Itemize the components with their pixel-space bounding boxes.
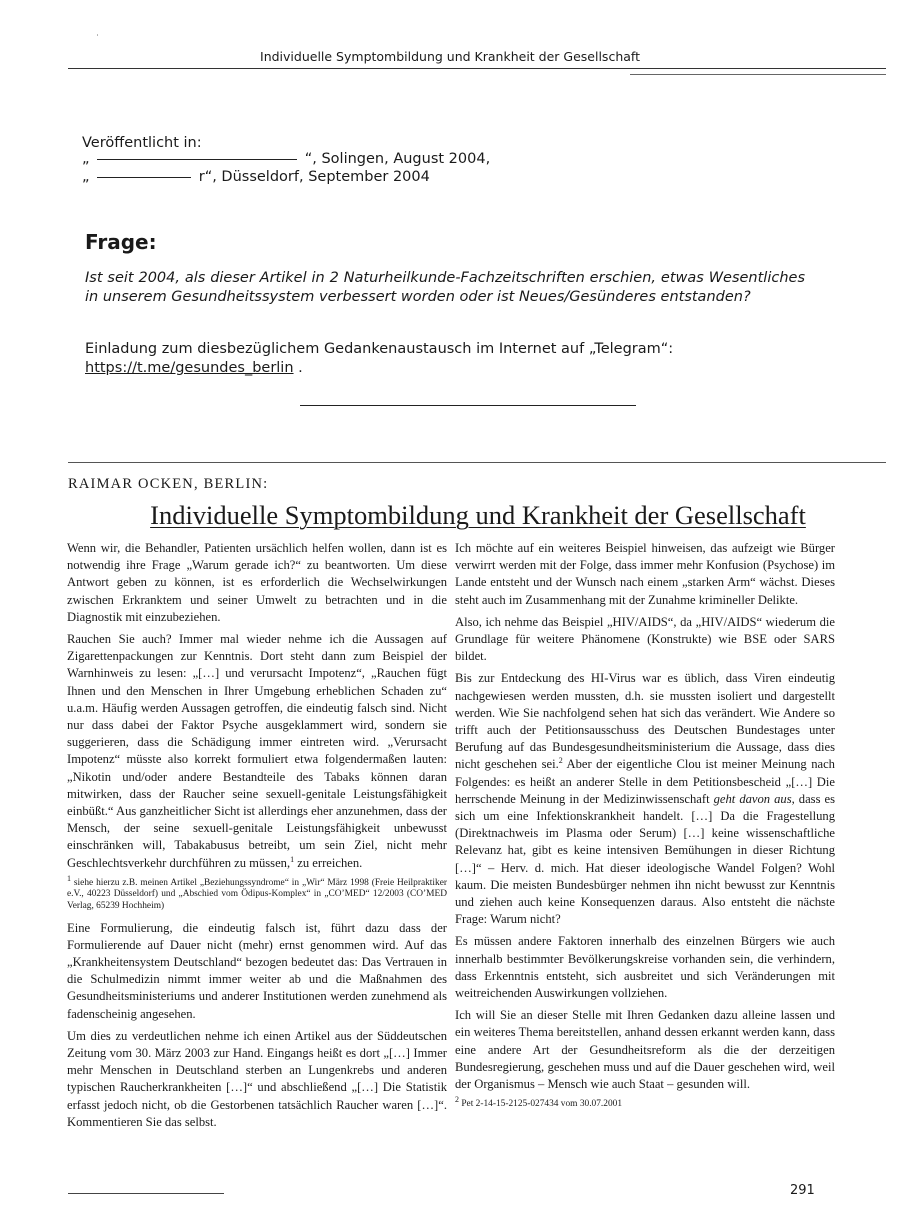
redacted-blank bbox=[97, 177, 191, 178]
running-head: Individuelle Symptombildung und Krankheit der Gesellschaft bbox=[260, 49, 640, 64]
redacted-blank bbox=[97, 159, 297, 160]
paragraph: Wenn wir, die Behandler, Patienten ursächlich helfen wollen, dann ist es notwendig ihre Frage „Warum gerade ich?“ zu beantworten. Um diese Antwort geben zu können, ist es erforderlich die Wechselwirkungen zwischen Erkranktem und seiner Umwelt zu betrachten und in die Diagnostik mit einzubeziehen. bbox=[67, 541, 447, 624]
emphasis: geht davon aus bbox=[713, 791, 792, 806]
article-author: RAIMAR OCKEN, BERLIN: bbox=[68, 476, 269, 492]
paragraph: Eine Formulierung, die eindeutig falsch ist, führt dazu dass der Formulierende auf Dauer nicht (mehr) ernst genommen wird. Auf das „Krankheitensystem Deutschland“ bezogen bedeutet das: Das Vertrauen in die Schulmedizin nimmt immer weiter ab und die Maßnahmen des Gesundheitsministeriums und anderer Institutionen werden zunehmend als fadenscheinig angesehen. bbox=[67, 920, 447, 1021]
separator-rule bbox=[300, 405, 636, 406]
footer-rule bbox=[68, 1193, 224, 1194]
paragraph: Es müssen andere Faktoren innerhalb des einzelnen Bürgers wie auch innerhalb bestimmter Bevölkerungskreise vorhanden sein, die verhindern, dass Erkenntnis entsteht, sich ausbreitet und sich Veränderungen mit weitreichenden Auswirkungen vollziehen. bbox=[455, 934, 835, 1001]
publication-line-2 bbox=[82, 169, 430, 185]
telegram-link[interactable]: https://t.me/gesundes_berlin bbox=[85, 360, 294, 376]
paragraph: Ich will Sie an dieser Stelle mit Ihren Gedanken dazu alleine lassen und ein weiteres Thema bereitstellen, anhand dessen erkannt werden kann, dass eine andere Art der Gesundheitsreform als die der derzeitigen Bundesregierung, geschehen muss und auf die Dauer geschehen wird, weil der Organismus – Mensch wie auch Staat – gesunden will. bbox=[455, 1008, 835, 1092]
paragraph: Rauchen Sie auch? Immer mal wieder nehme ich die Aussagen auf Zigarettenpackungen zur Kenntnis. Dort steht dann zum Beispiel der Warnhinweis zu lesen: „[…] und verursacht Impotenz“, „Rauchen fügt Ihnen und den Menschen in Ihrer Umgebung erheblichen Schaden zu“ u.a.m. Häufig werden Aussagen getroffen, die eindeutig falsch sind. Nicht nur dass dabei der Faktor Psyche ausgeklammert wird, sondern sie suggerieren, dass die Schädigung immer eintreten wird. „Verursacht Impotenz“ müsste also korrekt formuliert etwa folgendermaßen lauten: „Nikotin und/oder andere Bestandteile des Tabaks können daran mitwirken, dass der Raucher seine sexuell-genitale Leistungsfähigkeit einbüßt.“ Aus ganzheitlicher Sicht ist allerdings eher anzunehmen, dass der Mensch, der seine sexuell-genitale Leistungsfähigkeit unbewusst einschränken will, Tabakabusus betreibt, um sein Ziel, nicht mehr Geschlechtsverkehr durchführen zu müssen,$^1$ zu erreichen. bbox=[67, 632, 447, 870]
paragraph: Also, ich nehme das Beispiel „HIV/AIDS“, da „HIV/AIDS“ wiederum die Grundlage für weitere Phänomene (Konstrukte) wie BSE oder SARS bildet. bbox=[455, 614, 835, 664]
question-heading: Frage: bbox=[85, 230, 157, 254]
section-rule bbox=[68, 462, 886, 463]
footnote: $^1$ siehe hierzu z.B. meinen Artikel „Beziehungssyndrome“ in „Wir“ März 1998 (Freie Heilpraktiker e.V., 40223 Düsseldorf) und „Abschied vom Ödipus-Komplex“ in „CO’MED“ 12/2003 (CO’MED Verlag, 65239 Hochheim) bbox=[67, 873, 447, 912]
scan-speck: ˙ bbox=[96, 33, 99, 43]
footnote-ref: 2 bbox=[558, 756, 563, 766]
article-title: Individuelle Symptombildung und Krankheit der Gesellschaft bbox=[150, 500, 806, 530]
publication-line-1-suffix: “, Solingen, August 2004, bbox=[304, 151, 491, 167]
header-rule-secondary bbox=[630, 74, 886, 75]
footnote-marker: 1 bbox=[67, 873, 71, 883]
invitation-text: Einladung zum diesbezüglichem Gedankenaustausch im Internet auf „Telegram“: bbox=[85, 341, 674, 357]
publication-line-2-suffix: r“, Düsseldorf, September 2004 bbox=[198, 169, 430, 185]
header-rule bbox=[68, 68, 886, 69]
page-number: 291 bbox=[790, 1183, 815, 1198]
footnote: $^2$ Pet 2-14-15-2125-027434 vom 30.07.2001 bbox=[455, 1095, 623, 1110]
link-suffix: . bbox=[293, 360, 303, 376]
footnote-ref: 1 bbox=[290, 854, 295, 864]
paragraph: Um dies zu verdeutlichen nehme ich einen Artikel aus der Süddeutschen Zeitung vom 30. März 2003 zur Hand. Eingangs heißt es dort „[…] Immer mehr Menschen in Deutschland sterben an Lungenkrebs und anderen typischen Raucherkrankheiten […]“ und abschließend „[…] Die Statistik erfasst jedoch nicht, ob die Gestorbenen tatsächlich Raucher waren […]“. Kommentieren Sie das selbst. bbox=[67, 1028, 447, 1129]
publication-line-1-prefix: „ bbox=[82, 151, 90, 167]
paragraph: Ich möchte auf ein weiteres Beispiel hinweisen, das aufzeigt wie Bürger verwirrt werden mit der Folge, dass immer mehr Konfusion (Psychose) im Lande entsteht und der Wunsch nach einem „starken Arm“ wächst. Dieses steht auch im Zusammenhang mit der Zunahme krimineller Delikte. bbox=[455, 541, 835, 607]
paragraph: Bis zur Entdeckung des HI-Virus war es üblich, dass Viren eindeutig nachgewiesen werden mussten, d.h. sie mussten isoliert und dargestellt werden. Wie Sie nachfolgend sehen hat sich das verändert. Wie Andere so trifft auch der Petitionsausschuss des Deutschen Bundestages unter Berufung auf das Bundesgesundheitsministerium die Aussage, dass dies nicht geschehen sei.$^2$ Aber der eigentliche Clou ist meiner Meinung nach Folgendes: es heißt an anderer Stelle in dem Petitionsbescheid „[…] Die herrschende Meinung in der Medizinwissenschaft geht davon aus, dass es sich um eine Infektionskrankheit handelt. […] Da die Fragestellung (Direktnachweis im Plasma oder Serum) […] keine wissenschaftliche Relevanz hat, gibt es keine intensiven Bemühungen in dieser Richtung […]“ – Herv. d. mich. Hat dieser ideologische Wandel Folgen? Wohl kaum. Die meisten Bundesbürger nehmen ihn nicht bewusst zur Kenntnis und ziehen auch keine Konsequenzen daraus. Also entsteht die nächste Frage: Warum nicht? bbox=[455, 671, 835, 927]
publication-line-1 bbox=[82, 151, 490, 167]
question-text: Ist seit 2004, als dieser Artikel in 2 Naturheilkunde-Fachzeitschriften erschien, etwas Wesentliches in unserem Gesundheitssystem verbessert worden oder ist Neues/Gesünderes entstanden? bbox=[85, 270, 805, 305]
left-column bbox=[67, 540, 447, 1136]
invitation bbox=[85, 340, 805, 378]
footnote-marker: 2 bbox=[455, 1095, 459, 1105]
right-column bbox=[455, 540, 835, 1118]
publication-line-2-prefix: „ bbox=[82, 169, 90, 185]
publication-label: Veröffentlicht in: bbox=[82, 135, 202, 151]
